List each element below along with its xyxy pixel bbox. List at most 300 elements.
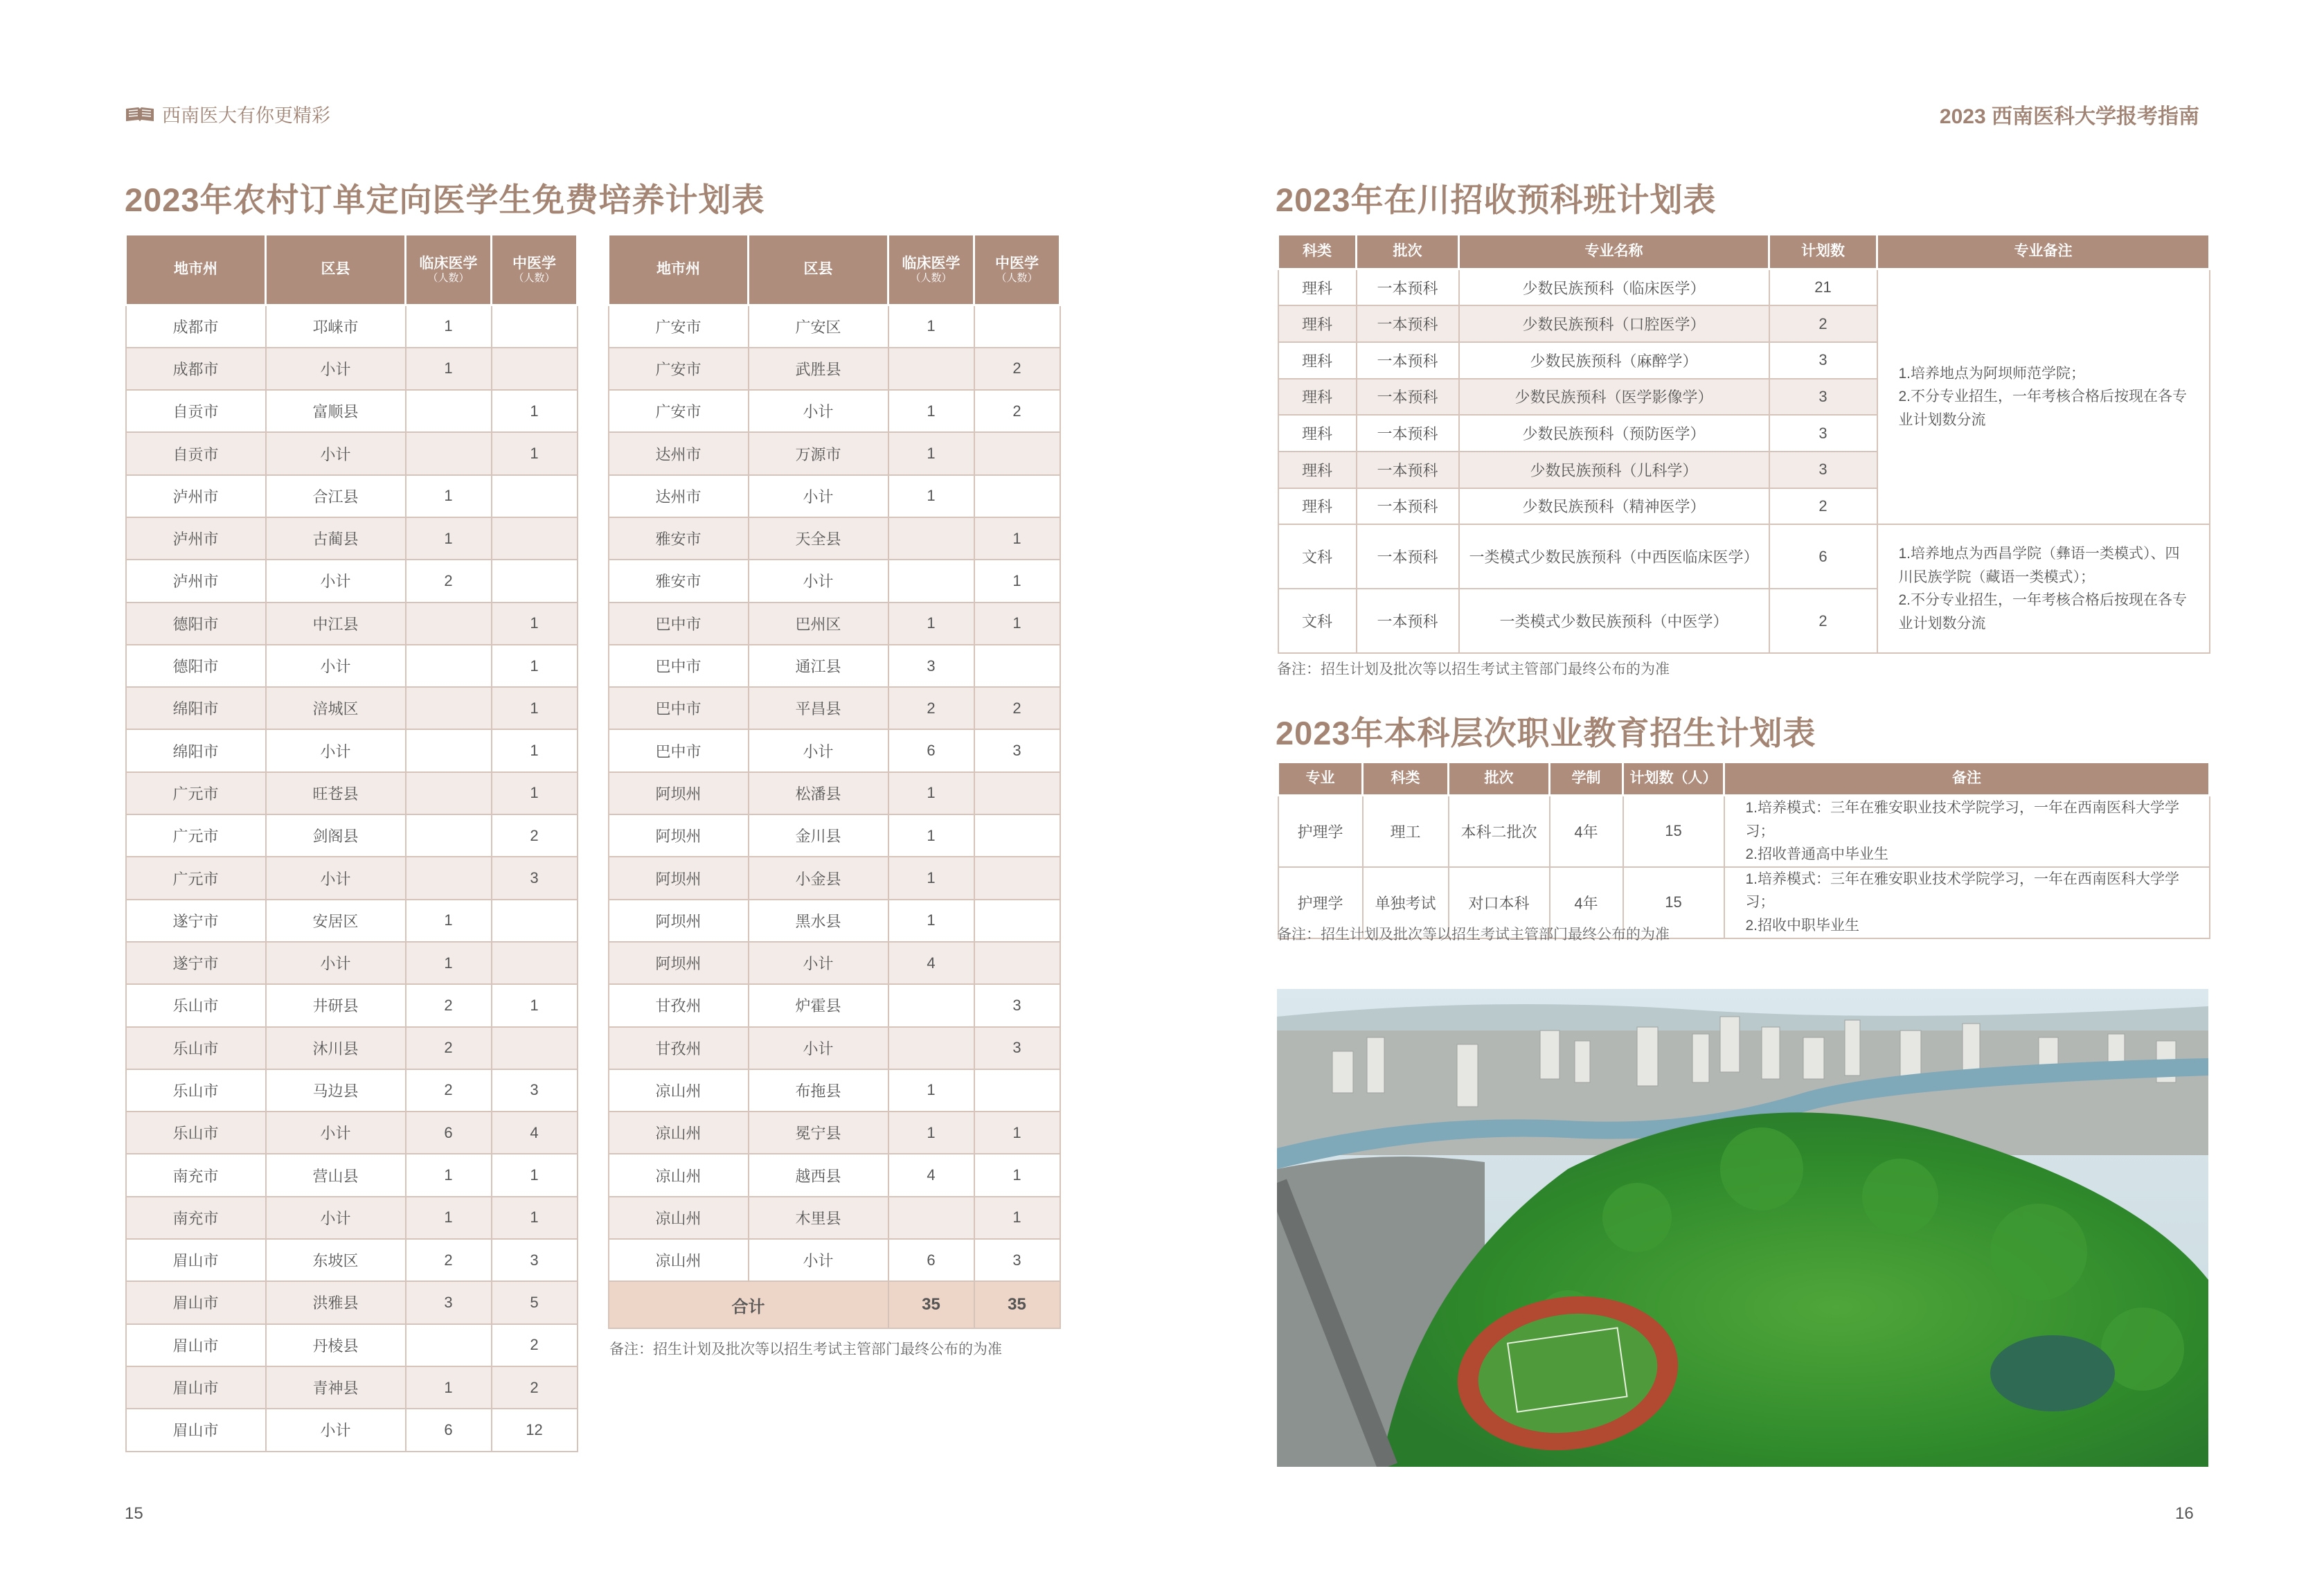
clinical-cell: 2 xyxy=(406,1239,492,1281)
batch-cell: 一本预科 xyxy=(1357,452,1459,488)
tcm-cell: 3 xyxy=(974,1027,1060,1069)
city-cell: 自贡市 xyxy=(126,390,266,432)
clinical-cell xyxy=(406,1324,492,1366)
subject-cell: 文科 xyxy=(1278,524,1357,589)
table-row xyxy=(126,517,578,560)
city-cell: 阿坝州 xyxy=(609,942,749,984)
plan-cell: 21 xyxy=(1769,269,1877,306)
major-cell: 一类模式少数民族预科（中医学） xyxy=(1459,589,1769,653)
batch-cell: 一本预科 xyxy=(1357,269,1459,306)
clinical-cell xyxy=(406,687,492,729)
clinical-cell: 6 xyxy=(888,729,974,771)
tcm-cell xyxy=(974,432,1060,474)
city-cell: 乐山市 xyxy=(126,1027,266,1069)
county-cell: 小计 xyxy=(749,729,888,771)
clinical-cell: 1 xyxy=(888,475,974,517)
campus-aerial-photo xyxy=(1277,989,2208,1467)
county-cell: 巴州区 xyxy=(749,603,888,645)
tcm-cell: 3 xyxy=(974,1239,1060,1281)
table-row xyxy=(609,729,1060,771)
county-cell: 小计 xyxy=(749,942,888,984)
table-row xyxy=(609,942,1060,984)
city-cell: 甘孜州 xyxy=(609,1027,749,1069)
county-cell: 松潘县 xyxy=(749,772,888,814)
prep-table xyxy=(1277,233,2210,654)
note-line: 1.培养模式：三年在雅安职业技术学院学习，一年在西南医科大学学习； xyxy=(1745,871,2180,911)
plan-cell: 2 xyxy=(1769,305,1877,342)
tcm-cell xyxy=(492,942,578,984)
city-cell: 广安市 xyxy=(609,348,749,390)
tcm-cell: 2 xyxy=(492,814,578,857)
county-cell: 安居区 xyxy=(266,900,406,942)
tcm-cell xyxy=(492,1027,578,1069)
county-cell: 富顺县 xyxy=(266,390,406,432)
vocational-table-title: 2023年本科层次职业教育招生计划表 xyxy=(1276,715,1816,751)
clinical-cell: 1 xyxy=(888,432,974,474)
plan-cell: 3 xyxy=(1769,342,1877,379)
city-cell: 南充市 xyxy=(126,1154,266,1196)
tcm-cell: 5 xyxy=(492,1281,578,1323)
table-row xyxy=(126,1239,578,1281)
city-cell: 泸州市 xyxy=(126,517,266,560)
clinical-cell: 1 xyxy=(406,942,492,984)
table-row xyxy=(126,772,578,814)
tcm-cell xyxy=(492,560,578,602)
major-cell: 少数民族预科（医学影像学） xyxy=(1459,379,1769,416)
total-clinical: 35 xyxy=(888,1281,974,1328)
city-cell: 德阳市 xyxy=(126,603,266,645)
table-row xyxy=(609,984,1060,1026)
table-row xyxy=(126,1366,578,1409)
batch-cell: 一本预科 xyxy=(1357,524,1459,589)
clinical-cell: 1 xyxy=(888,814,974,857)
county-cell: 广安区 xyxy=(749,305,888,348)
clinical-cell: 6 xyxy=(406,1112,492,1154)
col-major: 专业 xyxy=(1278,762,1363,796)
table-row xyxy=(126,687,578,729)
subject-cell: 理科 xyxy=(1278,269,1357,306)
clinical-cell xyxy=(406,390,492,432)
clinical-cell: 1 xyxy=(888,857,974,899)
subject-cell: 文科 xyxy=(1278,589,1357,653)
tcm-cell: 4 xyxy=(492,1112,578,1154)
col-city: 地市州 xyxy=(126,235,266,305)
county-cell: 东坡区 xyxy=(266,1239,406,1281)
county-cell: 金川县 xyxy=(749,814,888,857)
city-cell: 凉山州 xyxy=(609,1069,749,1112)
table-row xyxy=(126,1154,578,1196)
county-cell: 小计 xyxy=(749,1239,888,1281)
note-line: 1.培养模式：三年在雅安职业技术学院学习，一年在西南医科大学学习； xyxy=(1745,800,2180,839)
major-cell: 少数民族预科（儿科学） xyxy=(1459,452,1769,488)
vocational-remark: 备注：招生计划及批次等以招生考试主管部门最终公布的为准 xyxy=(1277,927,1670,943)
city-cell: 阿坝州 xyxy=(609,900,749,942)
table-row xyxy=(609,432,1060,474)
table-row xyxy=(126,348,578,390)
county-cell: 剑阁县 xyxy=(266,814,406,857)
table-row xyxy=(126,900,578,942)
clinical-cell xyxy=(406,729,492,771)
tcm-cell: 1 xyxy=(492,1154,578,1196)
county-cell: 小计 xyxy=(266,645,406,687)
major-cell: 一类模式少数民族预科（中西医临床医学） xyxy=(1459,524,1769,589)
table-row xyxy=(609,1197,1060,1239)
city-cell: 眉山市 xyxy=(126,1281,266,1323)
table-row xyxy=(609,814,1060,857)
table-row xyxy=(126,1069,578,1112)
batch-cell: 一本预科 xyxy=(1357,415,1459,452)
county-cell: 通江县 xyxy=(749,645,888,687)
city-cell: 南充市 xyxy=(126,1197,266,1239)
tcm-cell: 1 xyxy=(974,603,1060,645)
table-row xyxy=(126,1409,578,1451)
city-cell: 阿坝州 xyxy=(609,857,749,899)
header-left xyxy=(125,100,330,127)
tcm-cell: 3 xyxy=(492,1069,578,1112)
tcm-cell: 2 xyxy=(492,1366,578,1409)
col-clinical: 临床医学 （人数） xyxy=(888,235,974,305)
batch-cell: 对口本科 xyxy=(1449,867,1550,938)
plan-cell: 15 xyxy=(1623,796,1724,867)
city-cell: 阿坝州 xyxy=(609,772,749,814)
city-cell: 绵阳市 xyxy=(126,729,266,771)
city-cell: 泸州市 xyxy=(126,475,266,517)
subject-cell: 理科 xyxy=(1278,415,1357,452)
col-batch: 批次 xyxy=(1449,762,1550,796)
county-cell: 布拖县 xyxy=(749,1069,888,1112)
tcm-cell: 2 xyxy=(974,390,1060,432)
subject-cell: 理科 xyxy=(1278,379,1357,416)
clinical-cell: 1 xyxy=(888,390,974,432)
header-left-text: 西南医大有你更精彩 xyxy=(162,105,330,126)
city-cell: 眉山市 xyxy=(126,1239,266,1281)
city-cell: 眉山市 xyxy=(126,1324,266,1366)
years-cell: 4年 xyxy=(1550,796,1623,867)
major-cell: 少数民族预科（口腔医学） xyxy=(1459,305,1769,342)
tcm-cell: 1 xyxy=(492,390,578,432)
tcm-cell xyxy=(974,305,1060,348)
tcm-cell xyxy=(974,475,1060,517)
county-cell: 涪城区 xyxy=(266,687,406,729)
city-cell: 巴中市 xyxy=(609,729,749,771)
city-cell: 雅安市 xyxy=(609,560,749,602)
city-cell: 乐山市 xyxy=(126,984,266,1026)
science-note-cell xyxy=(1877,269,2210,525)
table-row xyxy=(126,603,578,645)
batch-cell: 本科二批次 xyxy=(1449,796,1550,867)
tcm-cell xyxy=(974,645,1060,687)
city-cell: 广元市 xyxy=(126,857,266,899)
table-row xyxy=(609,1154,1060,1196)
plan-cell: 2 xyxy=(1769,589,1877,653)
col-county: 区县 xyxy=(749,235,888,305)
clinical-cell: 1 xyxy=(888,1112,974,1154)
clinical-cell: 1 xyxy=(888,603,974,645)
clinical-cell: 2 xyxy=(406,984,492,1026)
clinical-cell: 3 xyxy=(888,645,974,687)
tcm-cell: 1 xyxy=(974,1197,1060,1239)
rural-remark: 备注：招生计划及批次等以招生考试主管部门最终公布的为准 xyxy=(609,1341,1002,1357)
tcm-cell: 1 xyxy=(492,603,578,645)
batch-cell: 一本预科 xyxy=(1357,342,1459,379)
clinical-cell: 1 xyxy=(888,900,974,942)
county-cell: 天全县 xyxy=(749,517,888,560)
category-cell: 单独考试 xyxy=(1363,867,1449,938)
note-cell xyxy=(1724,796,2210,867)
total-label: 合计 xyxy=(609,1281,888,1328)
city-cell: 德阳市 xyxy=(126,645,266,687)
county-cell: 小计 xyxy=(266,1409,406,1451)
clinical-cell xyxy=(888,560,974,602)
county-cell: 平昌县 xyxy=(749,687,888,729)
county-cell: 小计 xyxy=(266,1197,406,1239)
note-line: 1.培养地点为西昌学院（彝语一类模式）、四川民族学院（藏语一类模式）； xyxy=(1898,546,2180,585)
rural-table-title: 2023年农村订单定向医学生免费培养计划表 xyxy=(125,181,765,218)
table-row xyxy=(126,814,578,857)
city-cell: 成都市 xyxy=(126,305,266,348)
table-row xyxy=(609,348,1060,390)
tcm-cell xyxy=(492,348,578,390)
city-cell: 绵阳市 xyxy=(126,687,266,729)
tcm-cell: 1 xyxy=(492,1197,578,1239)
table-row xyxy=(1278,524,2210,589)
clinical-cell: 1 xyxy=(888,1069,974,1112)
table-row xyxy=(126,305,578,348)
col-category: 科类 xyxy=(1363,762,1449,796)
clinical-cell: 2 xyxy=(406,560,492,602)
county-cell: 冕宁县 xyxy=(749,1112,888,1154)
city-cell: 成都市 xyxy=(126,348,266,390)
vocational-table xyxy=(1277,761,2210,939)
county-cell: 小金县 xyxy=(749,857,888,899)
table-row xyxy=(126,857,578,899)
col-plan: 计划数 xyxy=(1769,235,1877,269)
table-row xyxy=(126,1197,578,1239)
city-cell: 达州市 xyxy=(609,432,749,474)
tcm-cell: 3 xyxy=(974,729,1060,771)
table-row xyxy=(609,687,1060,729)
city-cell: 巴中市 xyxy=(609,603,749,645)
table-row xyxy=(126,1027,578,1069)
county-cell: 小计 xyxy=(266,432,406,474)
major-cell: 少数民族预科（麻醉学） xyxy=(1459,342,1769,379)
county-cell: 沐川县 xyxy=(266,1027,406,1069)
plan-cell: 3 xyxy=(1769,379,1877,416)
tcm-cell xyxy=(974,772,1060,814)
table-row xyxy=(126,390,578,432)
note-cell xyxy=(1724,867,2210,938)
county-cell: 古蔺县 xyxy=(266,517,406,560)
plan-cell: 15 xyxy=(1623,867,1724,938)
tcm-cell: 3 xyxy=(974,984,1060,1026)
note-line: 2.不分专业招生，一年考核合格后按现在各专业计划数分流 xyxy=(1898,592,2188,632)
col-clinical: 临床医学 （人数） xyxy=(406,235,492,305)
table-row xyxy=(609,390,1060,432)
major-cell: 护理学 xyxy=(1278,867,1363,938)
city-cell: 乐山市 xyxy=(126,1069,266,1112)
col-tcm: 中医学 （人数） xyxy=(974,235,1060,305)
plan-cell: 2 xyxy=(1769,488,1877,525)
table-row xyxy=(609,645,1060,687)
years-cell: 4年 xyxy=(1550,867,1623,938)
clinical-cell: 4 xyxy=(888,942,974,984)
tcm-cell xyxy=(974,1069,1060,1112)
tcm-cell: 1 xyxy=(974,517,1060,560)
tcm-cell: 1 xyxy=(492,984,578,1026)
rural-table-right xyxy=(607,233,1061,1329)
tcm-cell xyxy=(974,900,1060,942)
clinical-cell xyxy=(406,814,492,857)
major-cell: 少数民族预科（预防医学） xyxy=(1459,415,1769,452)
note-line: 2.招收中职毕业生 xyxy=(1745,917,1860,934)
plan-cell: 6 xyxy=(1769,524,1877,589)
tcm-cell xyxy=(974,942,1060,984)
clinical-cell: 1 xyxy=(406,517,492,560)
plan-cell: 3 xyxy=(1769,452,1877,488)
clinical-cell xyxy=(406,772,492,814)
city-cell: 遂宁市 xyxy=(126,900,266,942)
county-cell: 木里县 xyxy=(749,1197,888,1239)
tcm-cell: 12 xyxy=(492,1409,578,1451)
clinical-cell xyxy=(406,645,492,687)
table-row xyxy=(126,475,578,517)
table-row xyxy=(609,900,1060,942)
table-row xyxy=(609,1112,1060,1154)
subject-cell: 理科 xyxy=(1278,342,1357,379)
city-cell: 雅安市 xyxy=(609,517,749,560)
city-cell: 乐山市 xyxy=(126,1112,266,1154)
table-row xyxy=(609,305,1060,348)
table-row xyxy=(609,857,1060,899)
county-cell: 营山县 xyxy=(266,1154,406,1196)
county-cell: 邛崃市 xyxy=(266,305,406,348)
tcm-cell: 2 xyxy=(492,1324,578,1366)
clinical-cell xyxy=(406,432,492,474)
county-cell: 小计 xyxy=(266,729,406,771)
tcm-cell: 1 xyxy=(492,729,578,771)
table-row xyxy=(126,1281,578,1323)
col-county: 区县 xyxy=(266,235,406,305)
clinical-cell: 2 xyxy=(888,687,974,729)
county-cell: 小计 xyxy=(266,857,406,899)
clinical-cell: 1 xyxy=(406,1154,492,1196)
col-major: 专业名称 xyxy=(1459,235,1769,269)
clinical-cell: 1 xyxy=(888,772,974,814)
table-row xyxy=(609,1239,1060,1281)
table-row xyxy=(609,517,1060,560)
table-row xyxy=(126,984,578,1026)
batch-cell: 一本预科 xyxy=(1357,379,1459,416)
clinical-cell: 2 xyxy=(406,1069,492,1112)
major-cell: 少数民族预科（精神医学） xyxy=(1459,488,1769,525)
county-cell: 小计 xyxy=(266,942,406,984)
county-cell: 小计 xyxy=(749,1027,888,1069)
page-number-right: 16 xyxy=(2175,1504,2194,1523)
city-cell: 广元市 xyxy=(126,772,266,814)
county-cell: 中江县 xyxy=(266,603,406,645)
clinical-cell: 1 xyxy=(406,305,492,348)
tcm-cell: 1 xyxy=(492,432,578,474)
county-cell: 武胜县 xyxy=(749,348,888,390)
tcm-cell xyxy=(492,305,578,348)
city-cell: 广元市 xyxy=(126,814,266,857)
clinical-cell xyxy=(406,603,492,645)
city-cell: 凉山州 xyxy=(609,1197,749,1239)
col-years: 学制 xyxy=(1550,762,1623,796)
col-city: 地市州 xyxy=(609,235,749,305)
major-cell: 少数民族预科（临床医学） xyxy=(1459,269,1769,306)
table-row xyxy=(126,1112,578,1154)
table-row xyxy=(126,729,578,771)
table-row xyxy=(126,432,578,474)
city-cell: 广安市 xyxy=(609,390,749,432)
table-row xyxy=(609,1069,1060,1112)
arts-note-cell xyxy=(1877,524,2210,653)
note-line: 1.培养地点为阿坝师范学院； xyxy=(1898,365,2086,382)
county-cell: 小计 xyxy=(266,560,406,602)
table-row xyxy=(609,1027,1060,1069)
clinical-cell: 6 xyxy=(406,1409,492,1451)
county-cell: 小计 xyxy=(266,1112,406,1154)
tcm-cell: 3 xyxy=(492,1239,578,1281)
county-cell: 青神县 xyxy=(266,1366,406,1409)
col-note: 备注 xyxy=(1724,762,2210,796)
rural-table-left xyxy=(125,233,578,1452)
tcm-cell: 1 xyxy=(492,772,578,814)
clinical-cell: 2 xyxy=(406,1027,492,1069)
clinical-cell xyxy=(888,517,974,560)
county-cell: 丹棱县 xyxy=(266,1324,406,1366)
city-cell: 遂宁市 xyxy=(126,942,266,984)
subject-cell: 理科 xyxy=(1278,488,1357,525)
city-cell: 广安市 xyxy=(609,305,749,348)
county-cell: 小计 xyxy=(749,475,888,517)
major-cell: 护理学 xyxy=(1278,796,1363,867)
book-icon xyxy=(125,106,155,123)
tcm-cell: 3 xyxy=(492,857,578,899)
table-row xyxy=(1278,796,2210,867)
clinical-cell: 1 xyxy=(888,305,974,348)
city-cell: 眉山市 xyxy=(126,1409,266,1451)
clinical-cell: 1 xyxy=(406,1366,492,1409)
tcm-cell xyxy=(974,857,1060,899)
county-cell: 小计 xyxy=(749,560,888,602)
city-cell: 眉山市 xyxy=(126,1366,266,1409)
city-cell: 凉山州 xyxy=(609,1154,749,1196)
table-row xyxy=(609,772,1060,814)
clinical-cell: 4 xyxy=(888,1154,974,1196)
county-cell: 马边县 xyxy=(266,1069,406,1112)
clinical-cell xyxy=(406,857,492,899)
prep-table-title: 2023年在川招收预科班计划表 xyxy=(1276,181,1717,218)
tcm-cell xyxy=(492,475,578,517)
page-number-left: 15 xyxy=(125,1504,143,1523)
county-cell: 小计 xyxy=(749,390,888,432)
clinical-cell: 3 xyxy=(406,1281,492,1323)
tcm-cell: 1 xyxy=(492,687,578,729)
clinical-cell xyxy=(888,1197,974,1239)
total-row xyxy=(609,1281,1060,1328)
county-cell: 越西县 xyxy=(749,1154,888,1196)
county-cell: 万源市 xyxy=(749,432,888,474)
batch-cell: 一本预科 xyxy=(1357,305,1459,342)
city-cell: 达州市 xyxy=(609,475,749,517)
tcm-cell: 1 xyxy=(974,1154,1060,1196)
col-batch: 批次 xyxy=(1357,235,1459,269)
note-line: 2.不分专业招生，一年考核合格后按现在各专业计划数分流 xyxy=(1898,389,2188,428)
total-tcm: 35 xyxy=(974,1281,1060,1328)
clinical-cell: 1 xyxy=(406,900,492,942)
